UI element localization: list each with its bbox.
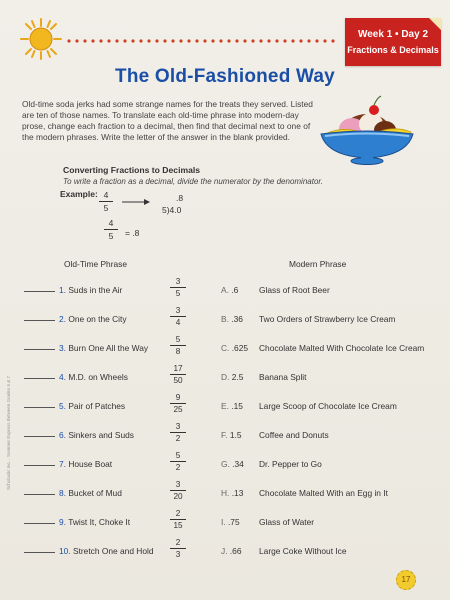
arrow-right-icon — [122, 199, 150, 205]
choice-decimal: .13 — [231, 488, 244, 498]
phrase-fraction — [168, 364, 188, 385]
choice-decimal: .36 — [231, 314, 243, 324]
choice-decimal: .75 — [227, 517, 240, 527]
fraction-denominator: 5 — [175, 289, 181, 298]
choice-decimal: .6 — [231, 285, 239, 295]
modern-phrase: Dr. Pepper to Go — [259, 459, 322, 469]
phrase-fraction — [168, 393, 188, 414]
answer-choice — [221, 314, 243, 324]
answer-blank[interactable] — [24, 407, 55, 408]
phrase-text: M.D. on Wheels — [68, 372, 128, 382]
phrase-row — [0, 509, 450, 535]
fraction-denominator: 15 — [173, 521, 183, 530]
phrase-text: Sinkers and Suds — [68, 430, 134, 440]
phrase-row — [0, 335, 450, 361]
old-time-column-header: Old-Time Phrase — [64, 259, 127, 269]
phrase-fraction — [168, 538, 188, 559]
example-denominator: 5 — [103, 203, 109, 213]
phrase-text: One on the City — [68, 314, 127, 324]
fraction-numerator: 2 — [175, 509, 181, 518]
phrase-text: House Boat — [68, 459, 113, 469]
phrase-row — [0, 277, 450, 303]
example-fraction — [99, 190, 113, 213]
answer-blank[interactable] — [24, 552, 55, 553]
old-time-phrase — [59, 488, 122, 498]
conversion-rule: To write a fraction as a decimal, divide the numerator by the denominator. — [63, 177, 323, 186]
fraction-numerator: 5 — [175, 335, 181, 344]
choice-letter: C. — [221, 343, 230, 353]
fraction-denominator: 20 — [173, 492, 183, 501]
old-time-phrase — [59, 459, 112, 469]
phrase-row — [0, 393, 450, 419]
phrase-text: Twist It, Choke It — [68, 517, 131, 527]
phrase-fraction — [168, 277, 188, 298]
modern-phrase: Chocolate Malted With an Egg in It — [259, 488, 388, 498]
answer-choice — [221, 285, 238, 295]
fraction-denominator: 8 — [175, 347, 181, 356]
conversion-heading: Converting Fractions to Decimals — [63, 165, 201, 175]
answer-choice — [221, 517, 240, 527]
old-time-phrase — [59, 401, 125, 411]
banana-split-illustration — [307, 94, 427, 166]
example-label: Example: — [60, 189, 98, 199]
modern-phrase: Glass of Root Beer — [259, 285, 330, 295]
phrase-row — [0, 306, 450, 332]
page-title: The Old-Fashioned Way — [115, 66, 335, 87]
answer-choice — [221, 430, 242, 440]
choice-letter: H. — [221, 488, 230, 498]
choice-letter: B. — [221, 314, 229, 324]
old-time-phrase — [59, 314, 127, 324]
choice-letter: F. — [221, 430, 228, 440]
choice-letter: G. — [221, 459, 230, 469]
item-number: 6. — [59, 430, 66, 440]
sun-icon — [20, 18, 62, 60]
week-day-label: Week 1 • Day 2 — [357, 29, 429, 40]
phrase-row — [0, 364, 450, 390]
answer-choice — [221, 401, 243, 411]
fraction-numerator: 3 — [175, 480, 181, 489]
choice-decimal: .66 — [229, 546, 242, 556]
modern-phrase: Coffee and Donuts — [259, 430, 329, 440]
phrase-text: Pair of Patches — [68, 401, 126, 411]
modern-phrase: Glass of Water — [259, 517, 315, 527]
old-time-phrase — [59, 372, 128, 382]
phrase-fraction — [168, 306, 188, 327]
phrase-fraction — [168, 480, 188, 501]
phrase-text: Burn One All the Way — [68, 343, 149, 353]
fraction-denominator: 4 — [175, 318, 181, 327]
item-number: 7. — [59, 459, 66, 469]
fraction-numerator: 3 — [175, 306, 181, 315]
fraction-numerator: 5 — [175, 451, 181, 460]
old-time-phrase — [59, 343, 148, 353]
answer-choice — [221, 343, 248, 353]
example-denominator-2: 5 — [108, 231, 114, 241]
item-number: 2. — [59, 314, 66, 324]
answer-choice — [221, 372, 243, 382]
choice-decimal: 1.5 — [229, 430, 242, 440]
division-expression: 5)4.0 — [162, 205, 182, 215]
modern-phrase: Chocolate Malted With Chocolate Ice Cream — [259, 343, 425, 353]
fraction-numerator: 2 — [175, 538, 181, 547]
choice-decimal: .625 — [231, 343, 249, 353]
phrase-fraction — [168, 335, 188, 356]
phrase-row — [0, 451, 450, 477]
old-time-phrase — [59, 285, 122, 295]
fraction-denominator: 2 — [175, 463, 181, 472]
example-numerator: 4 — [103, 190, 109, 200]
example-result: = .8 — [125, 228, 140, 238]
phrase-row — [0, 538, 450, 564]
choice-letter: J. — [221, 546, 228, 556]
modern-phrase: Banana Split — [259, 372, 307, 382]
old-time-phrase — [59, 430, 134, 440]
answer-blank[interactable] — [24, 320, 55, 321]
item-number: 10. — [59, 546, 71, 556]
answer-blank[interactable] — [24, 523, 55, 524]
choice-letter: A. — [221, 285, 229, 295]
item-number: 5. — [59, 401, 66, 411]
intro-paragraph: Old-time soda jerks had some strange names for the treats they served. Listed are ten of those names. To translate each old-time phrase into modern-day prose, change each fraction to a decimal, then find that decimal next to one of the modern phrases. Write the letter of the answer in the blank provided. — [22, 99, 313, 143]
phrase-fraction — [168, 509, 188, 530]
choice-letter: I. — [221, 517, 226, 527]
fraction-denominator: 25 — [173, 405, 183, 414]
answer-choice — [221, 488, 243, 498]
fraction-denominator: 3 — [175, 550, 181, 559]
topic-label: Fractions & Decimals — [347, 45, 439, 55]
week-badge — [345, 18, 441, 66]
answer-blank[interactable] — [24, 378, 55, 379]
old-time-phrase — [59, 546, 154, 556]
answer-choice — [221, 459, 244, 469]
choice-decimal: .15 — [231, 401, 243, 411]
item-number: 4. — [59, 372, 66, 382]
choice-decimal: 2.5 — [231, 372, 244, 382]
fraction-denominator: 2 — [175, 434, 181, 443]
item-number: 9. — [59, 517, 66, 527]
fraction-numerator: 3 — [175, 422, 181, 431]
item-number: 8. — [59, 488, 66, 498]
phrase-fraction — [168, 422, 188, 443]
answer-blank[interactable] — [24, 494, 55, 495]
choice-decimal: .34 — [232, 459, 244, 469]
choice-letter: D. — [221, 372, 230, 382]
side-credit: Scholastic Inc. · Summer Express Between Grades 6 & 7 — [6, 375, 11, 490]
modern-phrase: Two Orders of Strawberry Ice Cream — [259, 314, 396, 324]
phrase-row — [0, 480, 450, 506]
item-number: 3. — [59, 343, 66, 353]
modern-phrase: Large Coke Without Ice — [259, 546, 347, 556]
answer-blank[interactable] — [24, 349, 55, 350]
fraction-numerator: 3 — [175, 277, 181, 286]
example-numerator-2: 4 — [108, 218, 114, 228]
fraction-denominator: 50 — [173, 376, 183, 385]
phrase-text: Bucket of Mud — [68, 488, 122, 498]
item-number: 1. — [59, 285, 66, 295]
fraction-numerator: 9 — [175, 393, 181, 402]
quotient: .8 — [176, 193, 184, 203]
answer-blank[interactable] — [24, 291, 55, 292]
choice-letter: E. — [221, 401, 229, 411]
modern-column-header: Modern Phrase — [289, 259, 347, 269]
answer-choice — [221, 546, 242, 556]
example-fraction-2 — [104, 218, 118, 241]
old-time-phrase — [59, 517, 130, 527]
answer-blank[interactable] — [24, 436, 55, 437]
page-number: 17 — [396, 570, 416, 590]
phrase-fraction — [168, 451, 188, 472]
modern-phrase: Large Scoop of Chocolate Ice Cream — [259, 401, 397, 411]
phrase-row — [0, 422, 450, 448]
fraction-numerator: 17 — [173, 364, 183, 373]
answer-blank[interactable] — [24, 465, 55, 466]
dotted-divider — [66, 38, 338, 44]
phrase-text: Suds in the Air — [68, 285, 123, 295]
phrase-text: Stretch One and Hold — [72, 546, 154, 556]
